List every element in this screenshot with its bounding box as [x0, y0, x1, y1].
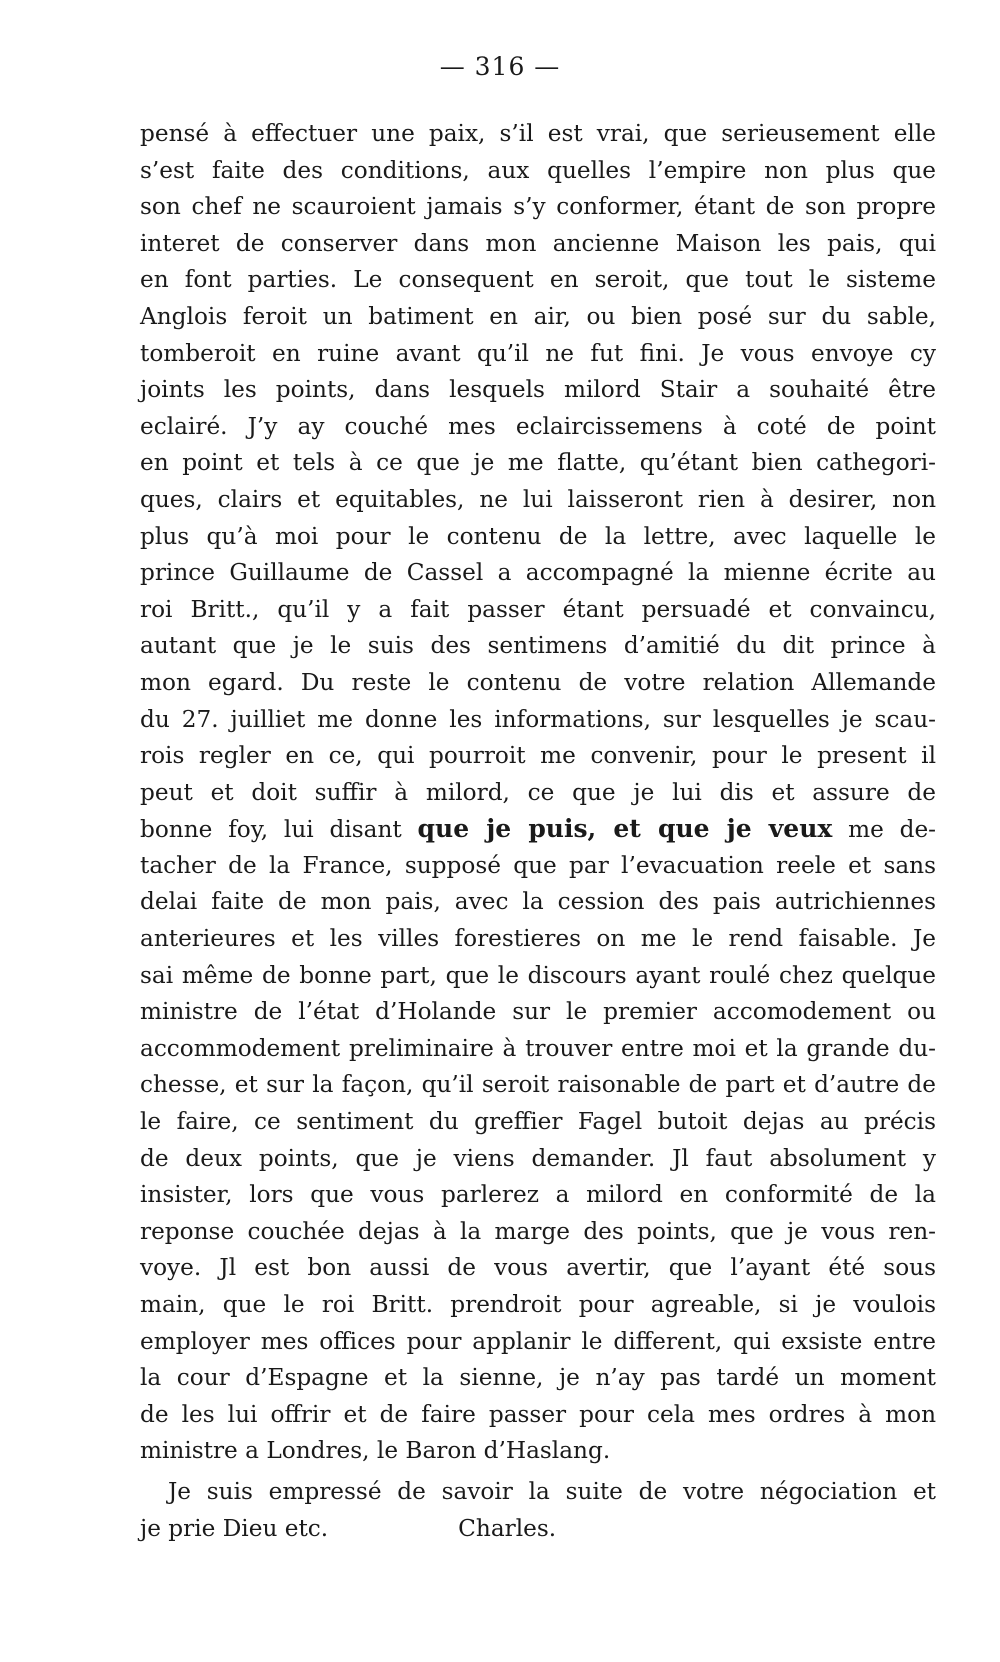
text-line: voye. Jl est bon aussi de vous avertir, que l’ayant été sous: [140, 1254, 936, 1282]
text-line: la cour d’Espagne et la sienne, je n’ay pas tardé un moment: [140, 1364, 936, 1392]
text-line: mon egard. Du reste le contenu de votre relation Allemande: [140, 668, 936, 696]
text-line: insister, lors que vous parlerez a milord en conformité de la: [140, 1181, 936, 1209]
text-line: roi Britt., qu’il y a fait passer étant persuadé et convaincu,: [140, 595, 936, 623]
text-line-emphasis: [140, 811, 936, 848]
text-line: le faire, ce sentiment du greffier Fagel butoit dejas au précis: [140, 1108, 936, 1136]
page-number: — 316 —: [439, 52, 561, 81]
text-line: main, que le roi Britt. prendroit pour agreable, si je voulois: [140, 1291, 936, 1318]
text-line: de deux points, que je viens demander. Jl faut absolument y: [140, 1144, 936, 1172]
text-line: joints les points, dans lesquels milord Stair a souhaité être: [140, 376, 936, 404]
text-after-emphasis: me de-: [848, 816, 937, 844]
text-line: tomberoit en ruine avant qu’il ne fut fini. Je vous envoye cy: [140, 339, 936, 367]
text-line: reponse couchée dejas à la marge des points, que je vous ren-: [140, 1217, 936, 1245]
text-line: ques, clairs et equitables, ne lui laisseront rien à desirer, non: [140, 485, 936, 513]
text-line: employer mes offices pour applanir le different, qui exsiste entre: [140, 1327, 936, 1355]
text-before-emphasis: bonne foy, lui disant: [140, 816, 402, 844]
text-line: en point et tels à ce que je me flatte, qu’étant bien cathegori-: [140, 449, 936, 477]
text-line: peut et doit suffir à milord, ce que je lui dis et assure de: [140, 778, 936, 806]
text-line: ministre de l’état d’Holande sur le premier accomodement ou: [140, 998, 936, 1026]
closing-line: [140, 1511, 936, 1548]
text-line: interet de conserver dans mon ancienne Maison les pais, qui: [140, 229, 936, 257]
text-line: Anglois feroit un batiment en air, ou bien posé sur du sable,: [140, 302, 936, 330]
text-line: pensé à effectuer une paix, s’il est vrai, que serieusement elle: [140, 120, 936, 147]
text-line: accommodement preliminaire à trouver entre moi et la grande du-: [140, 1034, 936, 1062]
signature: Charles.: [458, 1514, 557, 1542]
text-line: tacher de la France, supposé que par l’evacuation reele et sans: [140, 851, 936, 879]
text-line: son chef ne scauroient jamais s’y conformer, étant de son propre: [140, 193, 936, 221]
text-line: delai faite de mon pais, avec la cession des pais autrichiennes: [140, 888, 936, 916]
text-line-paragraph-end: ministre a Londres, le Baron d’Haslang.: [140, 1437, 611, 1465]
text-line: sai même de bonne part, que le discours ayant roulé chez quelque: [140, 961, 936, 989]
text-line: du 27. juilliet me donne les informations, sur lesquelles je scau-: [140, 705, 936, 733]
text-line: prince Guillaume de Cassel a accompagné la mienne écrite au: [140, 559, 936, 587]
emphasized-text: que je puis, et que je veux: [417, 814, 833, 844]
text-line: s’est faite des conditions, aux quelles l’empire non plus que: [140, 156, 936, 184]
text-line: autant que je le suis des sentimens d’amitié du dit prince à: [140, 632, 936, 660]
closing-formula: je prie Dieu etc.: [140, 1514, 329, 1542]
text-line: plus qu’à moi pour le contenu de la lettre, avec laquelle le: [140, 522, 936, 550]
text-line: rois regler en ce, qui pourroit me convenir, pour le present il: [140, 742, 936, 770]
body-text: [140, 116, 936, 1547]
text-line: eclairé. J’y ay couché mes eclaircissemens à coté de point: [140, 412, 936, 440]
text-line: de les lui offrir et de faire passer pour cela mes ordres à mon: [140, 1400, 936, 1428]
text-line: anterieures et les villes forestieres on me le rend faisable. Je: [140, 925, 936, 953]
text-line: en font parties. Le consequent en seroit, que tout le sisteme: [140, 266, 936, 294]
text-line: chesse, et sur la façon, qu’il seroit raisonable de part et d’autre de: [140, 1071, 936, 1099]
text-line-paragraph-start: Je suis empressé de savoir la suite de votre négociation et: [168, 1477, 936, 1505]
